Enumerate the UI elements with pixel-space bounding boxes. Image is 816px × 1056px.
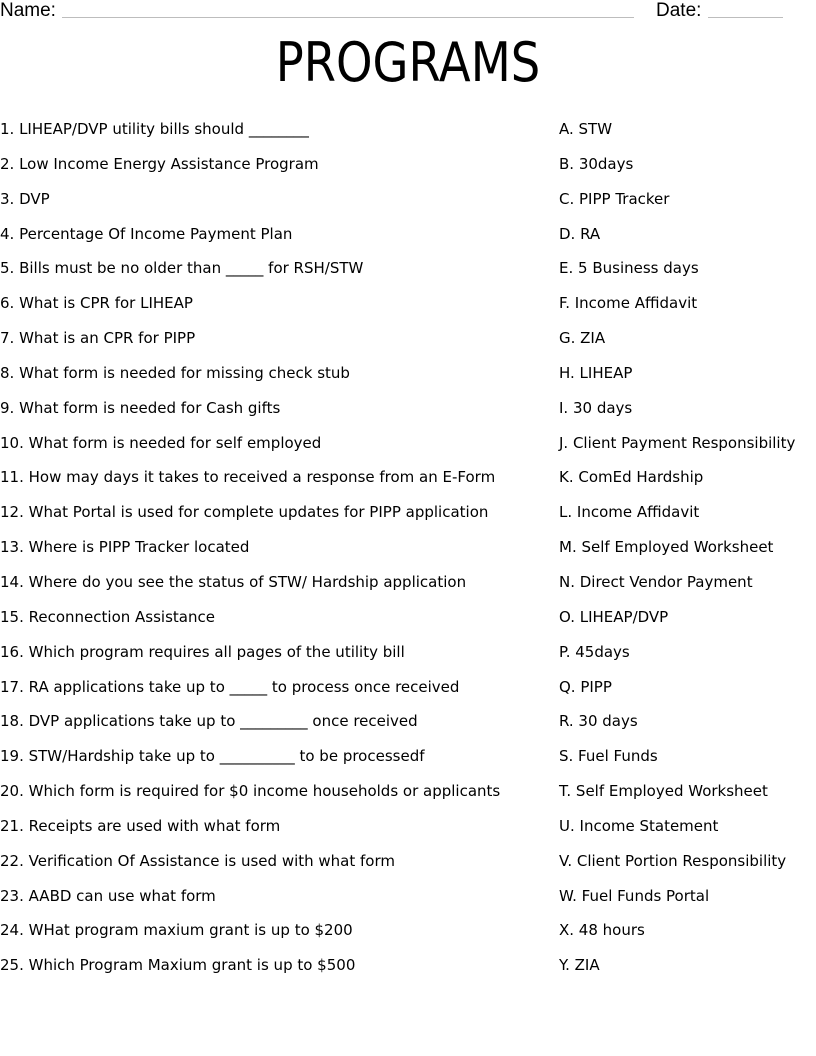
question-item: 20. Which form is required for $0 income households or applicants	[0, 782, 501, 801]
answer-item: V. Client Portion Responsibility	[559, 851, 787, 870]
question-item: 1. LIHEAP/DVP utility bills should ________	[0, 120, 309, 138]
answer-item: W. Fuel Funds Portal	[559, 886, 710, 905]
question-item: 5. Bills must be no older than _____ for RSH/STW	[0, 259, 364, 278]
question-item: 11. How may days it takes to received a response from an E-Form	[0, 468, 496, 487]
question-item: 25. Which Program Maxium grant is up to $500	[0, 956, 356, 975]
date-label: Date:	[656, 0, 702, 21]
answer-item: C. PIPP Tracker	[559, 189, 670, 208]
name-label: Name:	[0, 0, 56, 21]
answers-list	[559, 112, 815, 983]
date-field-line[interactable]	[708, 17, 783, 18]
answer-item: J. Client Payment Responsibility	[559, 433, 796, 452]
question-item: 18. DVP applications take up to _________ once received	[0, 712, 418, 731]
question-item: 21. Receipts are used with what form	[0, 816, 281, 835]
answer-item: U. Income Statement	[559, 816, 719, 835]
question-item: 22. Verification Of Assistance is used with what form	[0, 851, 395, 870]
answer-item: F. Income Affidavit	[559, 294, 698, 313]
question-item: 8. What form is needed for missing check stub	[0, 363, 350, 382]
name-field-line[interactable]	[62, 17, 634, 18]
question-item: 10. What form is needed for self employed	[0, 433, 322, 452]
answer-item: D. RA	[559, 224, 601, 243]
question-item: 2. Low Income Energy Assistance Program	[0, 154, 319, 173]
answer-item: K. ComEd Hardship	[559, 468, 704, 487]
questions-list	[0, 112, 540, 983]
answer-item: Y. ZIA	[559, 956, 600, 975]
question-item: 7. What is an CPR for PIPP	[0, 329, 196, 348]
question-item: 9. What form is needed for Cash gifts	[0, 398, 281, 417]
answer-item: M. Self Employed Worksheet	[559, 538, 774, 557]
answer-item: R. 30 days	[559, 712, 638, 731]
answer-item: B. 30days	[559, 154, 634, 173]
answer-item: P. 45days	[559, 642, 630, 661]
question-item: 14. Where do you see the status of STW/ Hardship application	[0, 572, 467, 591]
worksheet-header	[0, 0, 816, 24]
question-item: 13. Where is PIPP Tracker located	[0, 538, 250, 557]
question-item: 16. Which program requires all pages of the utility bill	[0, 642, 405, 661]
question-item: 17. RA applications take up to _____ to process once received	[0, 677, 460, 696]
question-item: 15. Reconnection Assistance	[0, 607, 215, 626]
answer-item: A. STW	[559, 120, 613, 138]
question-item: 3. DVP	[0, 189, 50, 208]
answer-item: Q. PIPP	[559, 677, 612, 696]
page-title: PROGRAMS	[275, 31, 541, 94]
answer-item: E. 5 Business days	[559, 259, 699, 278]
question-item: 24. WHat program maxium grant is up to $200	[0, 921, 353, 940]
answer-item: T. Self Employed Worksheet	[559, 782, 768, 801]
question-item: 4. Percentage Of Income Payment Plan	[0, 224, 293, 243]
answer-item: O. LIHEAP/DVP	[559, 607, 669, 626]
question-item: 6. What is CPR for LIHEAP	[0, 294, 193, 313]
answer-item: X. 48 hours	[559, 921, 645, 940]
question-item: 23. AABD can use what form	[0, 886, 216, 905]
answer-item: S. Fuel Funds	[559, 747, 658, 766]
answer-item: L. Income Affidavit	[559, 503, 700, 522]
answer-item: H. LIHEAP	[559, 363, 633, 382]
question-item: 19. STW/Hardship take up to __________ to be processedf	[0, 747, 425, 766]
question-item: 12. What Portal is used for complete updates for PIPP application	[0, 503, 489, 522]
answer-item: I. 30 days	[559, 398, 633, 417]
answer-item: G. ZIA	[559, 329, 606, 348]
answer-item: N. Direct Vendor Payment	[559, 572, 753, 591]
